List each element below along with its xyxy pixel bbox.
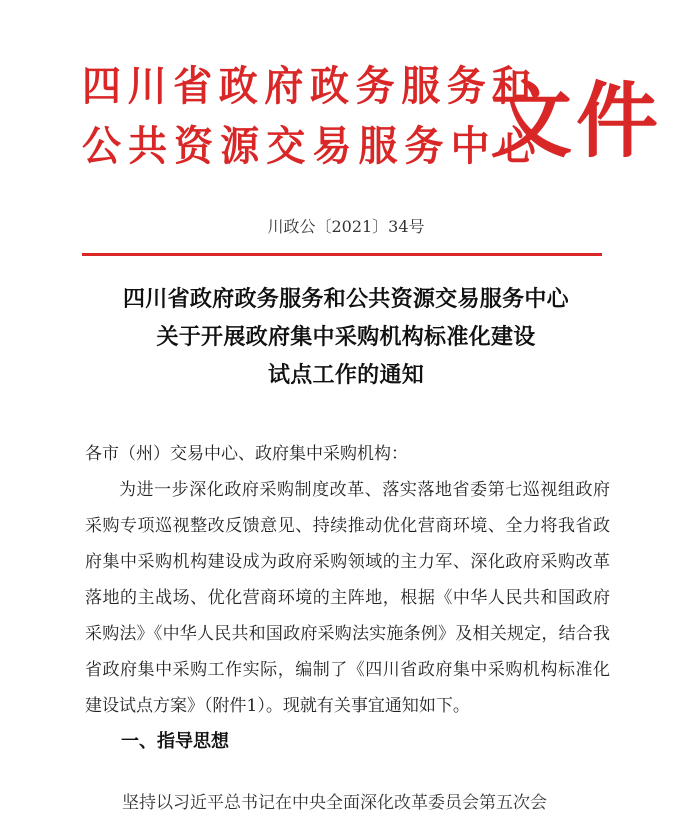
document-number: 川政公〔2021〕34号 (267, 217, 425, 236)
body-paragraph: 为进一步深化政府采购制度改革、落实落地省委第七巡视组政府采购专项巡视整改反馈意见、持续推动优化营商环境、全力将我省政府集中采购机构建设成为政府采购领域的主力军、深化政府采购改革落地的主战场、优化营商环境的主阵地，根据《中华人民共和国政府采购法》《中华人民共和国政府采购法实施条例》及相关规定，结合我省政府集中采购工作实际，编制了《四川省政府集中采购机构标准化建设试点方案》（附件1）。现就有关事宜通知如下。 (85, 480, 610, 716)
document-body (85, 436, 610, 760)
title-line-1: 四川省政府政务服务和公共资源交易服务中心 (122, 286, 569, 312)
title-line-2: 关于开展政府集中采购机构标准化建设 (156, 324, 536, 350)
truncated-paragraph-line: 坚持以习近平总书记在中央全面深化改革委员会第五次会 (122, 793, 547, 813)
title-line-3: 试点工作的通知 (267, 362, 425, 388)
issuing-org-line-2: 公共资源交易服务中心 (82, 122, 543, 170)
issuing-org-line-1: 四川省政府政务服务和 (82, 62, 538, 110)
document-header (0, 0, 692, 200)
document-title (0, 280, 692, 394)
red-divider (82, 253, 602, 256)
document-type-label: 文件 (490, 74, 663, 169)
salutation: 各市（州）交易中心、政府集中采购机构： (85, 444, 408, 464)
section-heading: 一、指导思想 (121, 731, 229, 752)
